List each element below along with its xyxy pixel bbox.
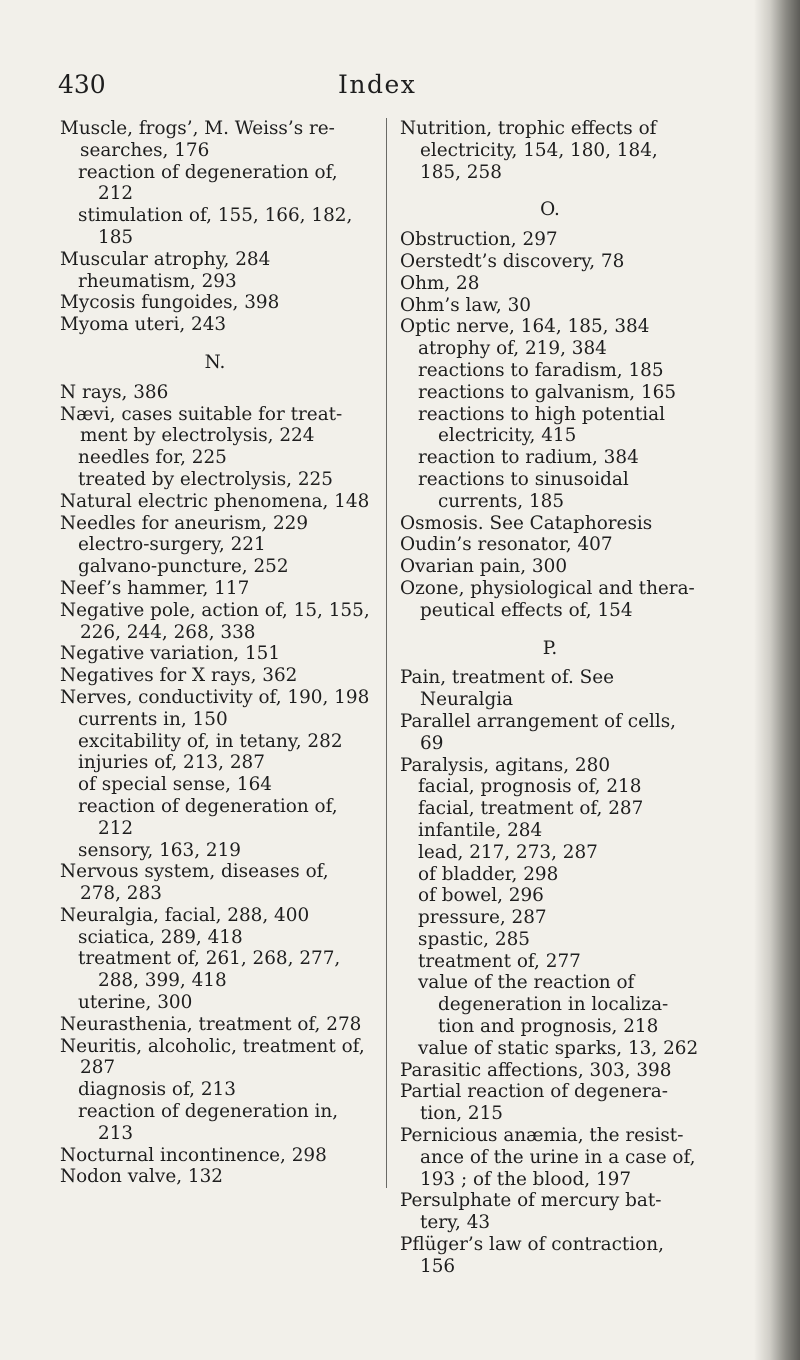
index-entry: Ohm, 28 xyxy=(400,272,480,294)
index-subentry: reactions to high potential electricity, 415 xyxy=(418,403,665,447)
index-entry: Pain, treatment of. See Neuralgia xyxy=(400,667,615,711)
index-subentry: uterine, 300 xyxy=(78,992,193,1014)
index-subentry: galvano-puncture, 252 xyxy=(78,556,289,578)
index-subentry: electro-surgery, 221 xyxy=(78,534,266,556)
index-subentry: stimulation of, 155, 166, 182, 185 xyxy=(78,205,353,248)
index-entry: Oudin’s resonator, 407 xyxy=(400,534,613,556)
index-subentry: needles for, 225 xyxy=(78,447,227,469)
index-subentry: currents in, 150 xyxy=(78,708,228,730)
index-entry: Mycosis fungoides, 398 xyxy=(60,292,280,314)
index-entry: Muscle, frogs’, M. Weiss’s re-searches, 176 xyxy=(60,118,335,161)
index-subentry: value of static sparks, 13, 262 xyxy=(418,1037,699,1059)
index-subentry: treatment of, 261, 268, 277, 288, 399, 418 xyxy=(78,948,341,992)
index-subentry: of bladder, 298 xyxy=(418,863,559,885)
index-column-left xyxy=(60,118,370,1188)
index-subentry: facial, treatment of, 287 xyxy=(418,798,644,820)
index-entry: Muscular atrophy, 284 xyxy=(60,248,271,270)
index-entry: Parallel arrangement of cells, 69 xyxy=(400,710,677,754)
page-header xyxy=(58,70,698,110)
index-subentry: diagnosis of, 213 xyxy=(78,1079,236,1101)
index-subentry: reactions to sinusoidal currents, 185 xyxy=(418,468,629,512)
index-subentry: sciatica, 289, 418 xyxy=(78,926,243,948)
section-letter: O. xyxy=(540,199,560,221)
index-entry: Parasitic affections, 303, 398 xyxy=(400,1059,672,1081)
index-entry: Oerstedt’s discovery, 78 xyxy=(400,250,625,272)
index-entry: Osmosis. See Cataphoresis xyxy=(400,512,653,534)
index-entry: Optic nerve, 164, 185, 384 xyxy=(400,316,650,338)
index-subentry: reaction to radium, 384 xyxy=(418,447,639,469)
index-entry: Ovarian pain, 300 xyxy=(400,556,568,578)
index-entry: Paralysis, agitans, 280 xyxy=(400,754,611,776)
index-subentry: reaction of degeneration in, 213 xyxy=(78,1101,339,1144)
index-entry: Nocturnal incontinence, 298 xyxy=(60,1144,327,1166)
index-entry: Partial reaction of degenera-tion, 215 xyxy=(400,1081,668,1125)
page-edge-shadow xyxy=(754,0,800,1360)
index-entry: Needles for aneurism, 229 xyxy=(60,512,309,534)
index-subentry: injuries of, 213, 287 xyxy=(78,752,265,774)
index-subentry: value of the reaction of degeneration in localiza-tion and prognosis, 218 xyxy=(418,972,669,1038)
index-entry: Nervous system, diseases of, 278, 283 xyxy=(60,861,329,905)
index-entry: Myoma uteri, 243 xyxy=(60,314,227,336)
index-entry: Negatives for X rays, 362 xyxy=(60,665,298,687)
index-entry: Ozone, physiological and thera-peutical effects of, 154 xyxy=(400,577,695,621)
index-entry: Pflüger’s law of contraction, 156 xyxy=(400,1234,664,1277)
index-subentry: rheumatism, 293 xyxy=(78,270,237,292)
index-subentry: atrophy of, 219, 384 xyxy=(418,338,607,360)
index-entry: Pernicious anæmia, the resist-ance of the urine in a case of, 193 ; of the blood, 197 xyxy=(400,1125,696,1190)
index-subentry: sensory, 163, 219 xyxy=(78,839,242,861)
index-subentry: of special sense, 164 xyxy=(78,774,272,796)
index-entry: Persulphate of mercury bat-tery, 43 xyxy=(400,1190,662,1234)
index-entry: Negative pole, action of, 15, 155, 226, 244, 268, 338 xyxy=(60,599,370,643)
index-subentry: treated by electrolysis, 225 xyxy=(78,468,333,490)
index-entry: Neef’s hammer, 117 xyxy=(60,577,250,599)
index-subentry: reactions to faradism, 185 xyxy=(418,359,664,381)
index-subentry: reaction of degeneration of, 212 xyxy=(78,795,338,839)
index-entry: Neuritis, alcoholic, treatment of, 287 xyxy=(60,1035,365,1079)
index-subentry: reactions to galvanism, 165 xyxy=(418,381,677,403)
index-entry: Nævi, cases suitable for treat-ment by electrolysis, 224 xyxy=(60,403,343,447)
index-subentry: infantile, 284 xyxy=(418,819,543,841)
index-subentry: lead, 217, 273, 287 xyxy=(418,841,598,863)
section-letter: N. xyxy=(204,351,226,373)
running-head: Index xyxy=(338,70,417,99)
column-divider xyxy=(386,118,387,1188)
index-entry: Nodon valve, 132 xyxy=(60,1166,224,1188)
index-entry: Natural electric phenomena, 148 xyxy=(60,490,370,512)
index-subentry: of bowel, 296 xyxy=(418,885,544,907)
index-entry: Neuralgia, facial, 288, 400 xyxy=(60,904,310,926)
index-entry: Nerves, conductivity of, 190, 198 xyxy=(60,686,370,708)
index-subentry: treatment of, 277 xyxy=(418,950,581,972)
index-column-right xyxy=(400,118,700,1278)
index-entry: Ohm’s law, 30 xyxy=(400,294,531,316)
index-entry: Nutrition, trophic effects of electricity, 154, 180, 184, 185, 258 xyxy=(400,118,658,183)
index-subentry: excitability of, in tetany, 282 xyxy=(78,730,343,752)
index-subentry: pressure, 287 xyxy=(418,907,547,929)
index-entry: Obstruction, 297 xyxy=(400,229,558,251)
index-entry: Neurasthenia, treatment of, 278 xyxy=(60,1013,362,1035)
section-letter: P. xyxy=(542,637,558,659)
page-number: 430 xyxy=(58,70,106,99)
index-entry: Negative variation, 151 xyxy=(60,643,281,665)
index-subentry: spastic, 285 xyxy=(418,928,530,950)
index-subentry: reaction of degeneration of, 212 xyxy=(78,161,338,205)
index-entry: N rays, 386 xyxy=(60,381,169,403)
index-subentry: facial, prognosis of, 218 xyxy=(418,776,642,798)
